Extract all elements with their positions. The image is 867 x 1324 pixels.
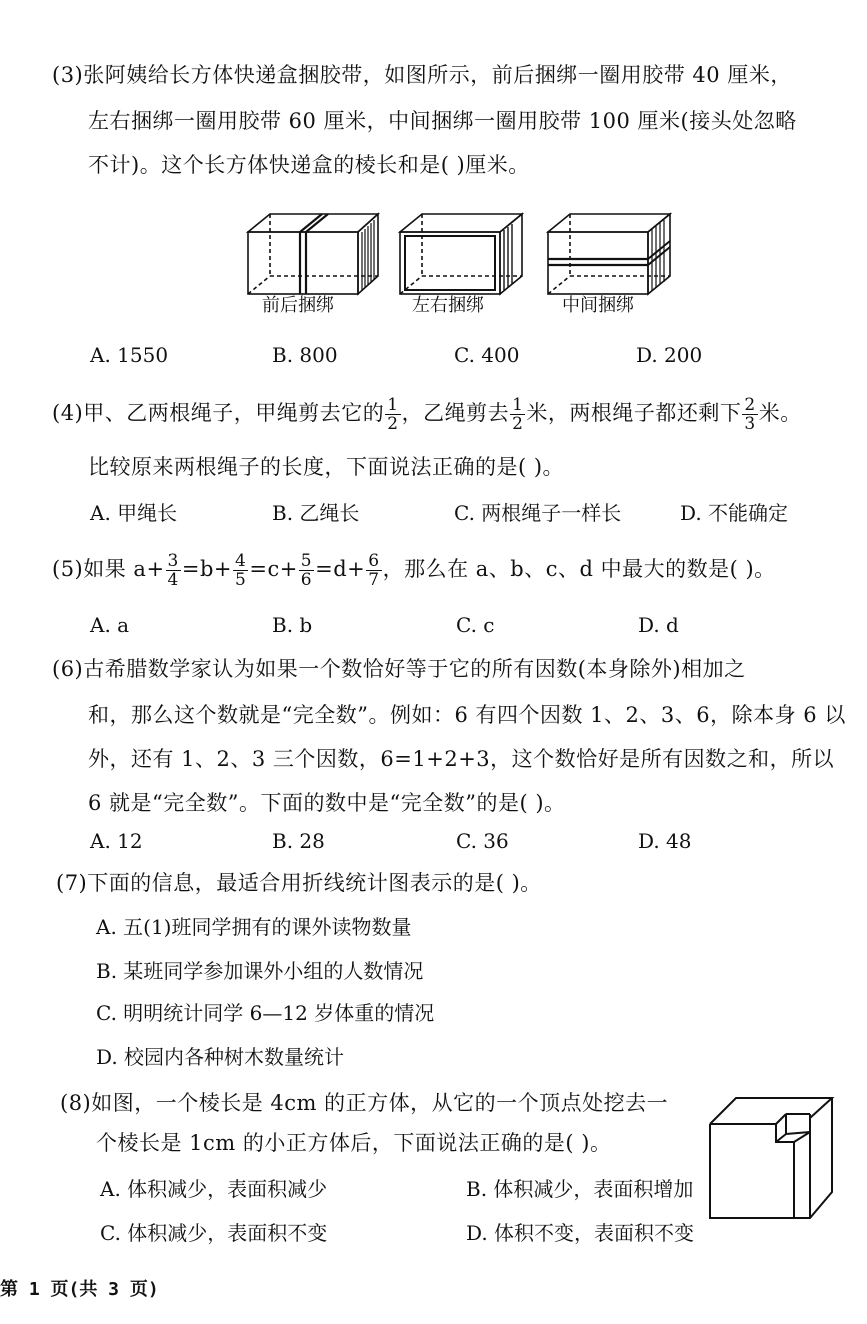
caption-middle: 中间捆绑 (562, 295, 634, 316)
q5-option-d[interactable]: D. d (638, 613, 679, 637)
caption-left-right: 左右捆绑 (412, 295, 484, 316)
q5-fraction-2 (233, 552, 248, 589)
q5-text-3: =c+ (249, 557, 298, 581)
box-left-right-figure (398, 212, 528, 296)
q6-option-b[interactable]: B. 28 (272, 829, 325, 853)
q5-fraction-1-den: 4 (167, 570, 179, 590)
q6-line-3: 外，还有 1、2、3 三个因数，6=1+2+3，这个数恰好是所有因数之和，所以 (88, 747, 835, 771)
q5-fraction-1-num: 3 (167, 551, 179, 571)
q4-fraction-1-num: 1 (387, 395, 399, 415)
q3-option-d[interactable]: D. 200 (636, 343, 703, 367)
q8-line-1: (8)如图，一个棱长是 4cm 的正方体，从它的一个顶点处挖去一 (60, 1091, 669, 1115)
q4-option-d[interactable]: D. 不能确定 (680, 501, 789, 525)
q5-text-4: =d+ (315, 557, 366, 581)
q3-option-a[interactable]: A. 1550 (90, 343, 169, 367)
q5-fraction-4 (366, 552, 381, 589)
q6-option-d[interactable]: D. 48 (638, 829, 692, 853)
q5-fraction-4-den: 7 (368, 570, 380, 590)
q8-option-a[interactable]: A. 体积减少，表面积减少 (100, 1177, 328, 1201)
q5-fraction-4-num: 6 (368, 551, 380, 571)
box-front-back-figure (246, 212, 386, 296)
q5-option-b[interactable]: B. b (272, 613, 313, 637)
q8-line-2: 个棱长是 1cm 的小正方体后，下面说法正确的是( )。 (96, 1131, 612, 1155)
q4-fraction-3-den: 3 (744, 414, 756, 434)
q6-line-1: (6)古希腊数学家认为如果一个数恰好等于它的所有因数(本身除外)相加之 (52, 657, 746, 681)
q7-line-1: (7)下面的信息，最适合用折线统计图表示的是( )。 (56, 871, 542, 895)
q4-line-1 (52, 396, 802, 433)
q4-fraction-3 (742, 396, 757, 433)
q6-line-2: 和，那么这个数就是“完全数”。例如：6 有四个因数 1、2、3、6，除本身 6 以 (88, 703, 846, 727)
page-footer: 第 1 页(共 3 页) (0, 1279, 159, 1300)
q7-option-d[interactable]: D. 校园内各种树木数量统计 (96, 1045, 345, 1069)
q5-fraction-1 (166, 552, 181, 589)
q4-option-a[interactable]: A. 甲绳长 (90, 501, 178, 525)
q4-text-3: 米，两根绳子都还剩下 (526, 401, 742, 425)
q5-option-c[interactable]: C. c (456, 613, 495, 637)
q5-fraction-3 (299, 552, 314, 589)
q3-line-1: (3)张阿姨给长方体快递盒捆胶带，如图所示，前后捆绑一圈用胶带 40 厘米， (52, 63, 792, 87)
q5-text-5: ，那么在 a、b、c、d 中最大的数是( )。 (382, 557, 776, 581)
q8-option-d[interactable]: D. 体积不变，表面积不变 (466, 1221, 695, 1245)
q5-fraction-3-num: 5 (300, 551, 313, 571)
q4-fraction-1-den: 2 (387, 414, 399, 434)
caption-front-back: 前后捆绑 (262, 295, 334, 316)
q4-text-4: 米。 (758, 401, 802, 425)
q4-fraction-3-num: 2 (744, 395, 756, 415)
q3-option-c[interactable]: C. 400 (454, 343, 520, 367)
q4-line-2: 比较原来两根绳子的长度，下面说法正确的是( )。 (88, 455, 565, 479)
q4-text-1: (4)甲、乙两根绳子，甲绳剪去它的 (52, 401, 385, 425)
q7-option-c[interactable]: C. 明明统计同学 6—12 岁体重的情况 (96, 1001, 435, 1025)
q6-option-a[interactable]: A. 12 (90, 829, 143, 853)
q4-fraction-2 (510, 396, 525, 433)
q3-line-3: 不计)。这个长方体快递盒的棱长和是( )厘米。 (88, 153, 530, 177)
q4-fraction-2-num: 1 (512, 395, 524, 415)
q4-fraction-1 (385, 396, 400, 433)
q4-option-b[interactable]: B. 乙绳长 (272, 501, 360, 525)
q7-option-a[interactable]: A. 五(1)班同学拥有的课外读物数量 (96, 915, 412, 939)
q6-line-4: 6 就是“完全数”。下面的数中是“完全数”的是( )。 (88, 791, 566, 815)
q8-option-b[interactable]: B. 体积减少，表面积增加 (466, 1177, 694, 1201)
q7-option-b[interactable]: B. 某班同学参加课外小组的人数情况 (96, 959, 424, 983)
q6-option-c[interactable]: C. 36 (456, 829, 509, 853)
q3-option-b[interactable]: B. 800 (272, 343, 338, 367)
q3-line-2: 左右捆绑一圈用胶带 60 厘米，中间捆绑一圈用胶带 100 厘米(接头处忽略 (88, 109, 797, 133)
q5-fraction-3-den: 6 (300, 570, 313, 590)
q4-text-2: ，乙绳剪去 (401, 401, 510, 425)
q4-fraction-2-den: 2 (512, 414, 524, 434)
q5-line-1 (52, 552, 776, 589)
q5-fraction-2-den: 5 (235, 570, 247, 590)
q5-fraction-2-num: 4 (235, 551, 247, 571)
q5-text-2: =b+ (181, 557, 233, 581)
cube-with-notch-figure (706, 1094, 838, 1220)
q8-option-c[interactable]: C. 体积减少，表面积不变 (100, 1221, 328, 1245)
q4-option-c[interactable]: C. 两根绳子一样长 (454, 501, 622, 525)
q5-option-a[interactable]: A. a (90, 613, 130, 637)
q5-text-1: (5)如果 a+ (52, 557, 165, 581)
box-middle-figure (546, 212, 676, 296)
